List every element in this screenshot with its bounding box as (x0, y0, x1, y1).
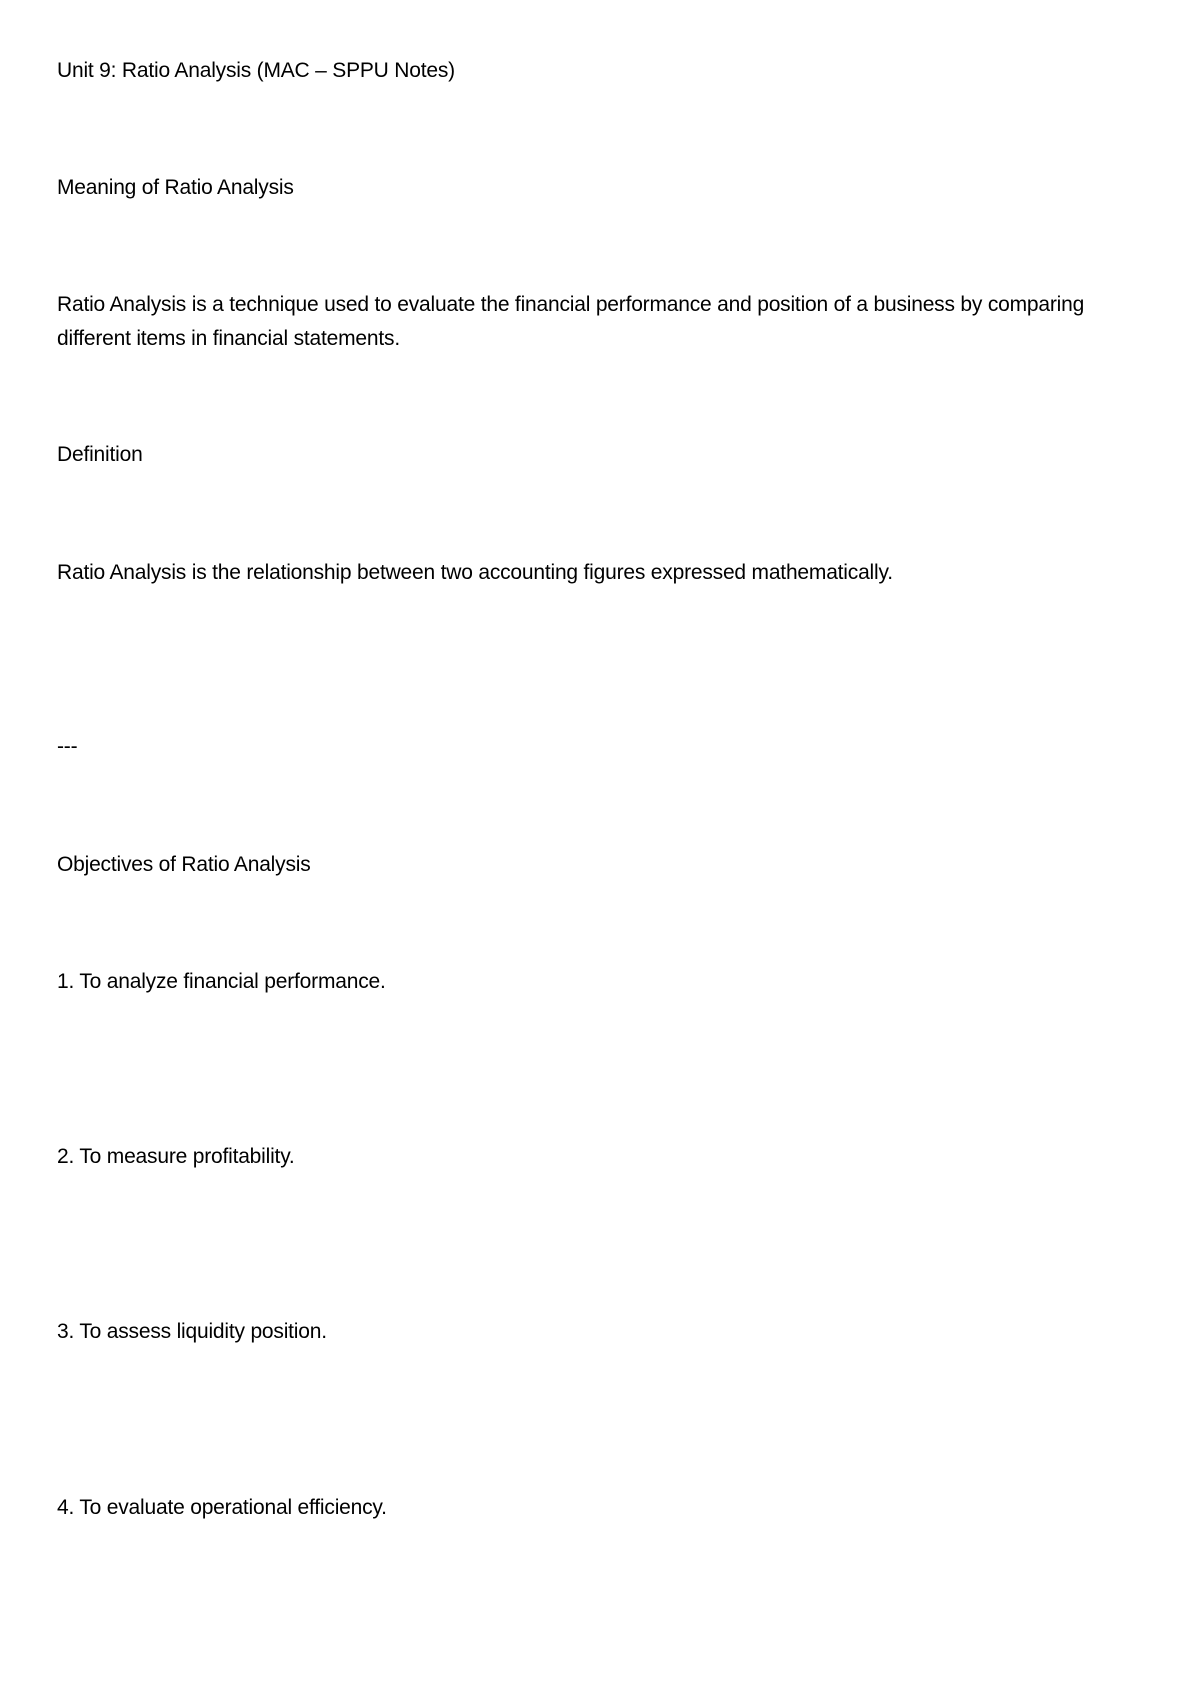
meaning-paragraph: Ratio Analysis is a technique used to evaluate the financial performance and position of a business by comparing different items in financial statements. (57, 293, 1085, 350)
section-separator: --- (57, 735, 78, 758)
definition-paragraph: Ratio Analysis is the relationship between two accounting figures expressed mathematically. (57, 561, 893, 584)
objective-item-1: 1. To analyze financial performance. (57, 970, 386, 993)
objectives-heading: Objectives of Ratio Analysis (57, 853, 311, 876)
meaning-heading: Meaning of Ratio Analysis (57, 176, 294, 199)
definition-heading: Definition (57, 443, 143, 466)
document-title: Unit 9: Ratio Analysis (MAC – SPPU Notes) (57, 59, 455, 82)
objective-item-2: 2. To measure profitability. (57, 1145, 295, 1168)
objective-item-3: 3. To assess liquidity position. (57, 1320, 327, 1343)
objective-item-4: 4. To evaluate operational efficiency. (57, 1496, 387, 1519)
